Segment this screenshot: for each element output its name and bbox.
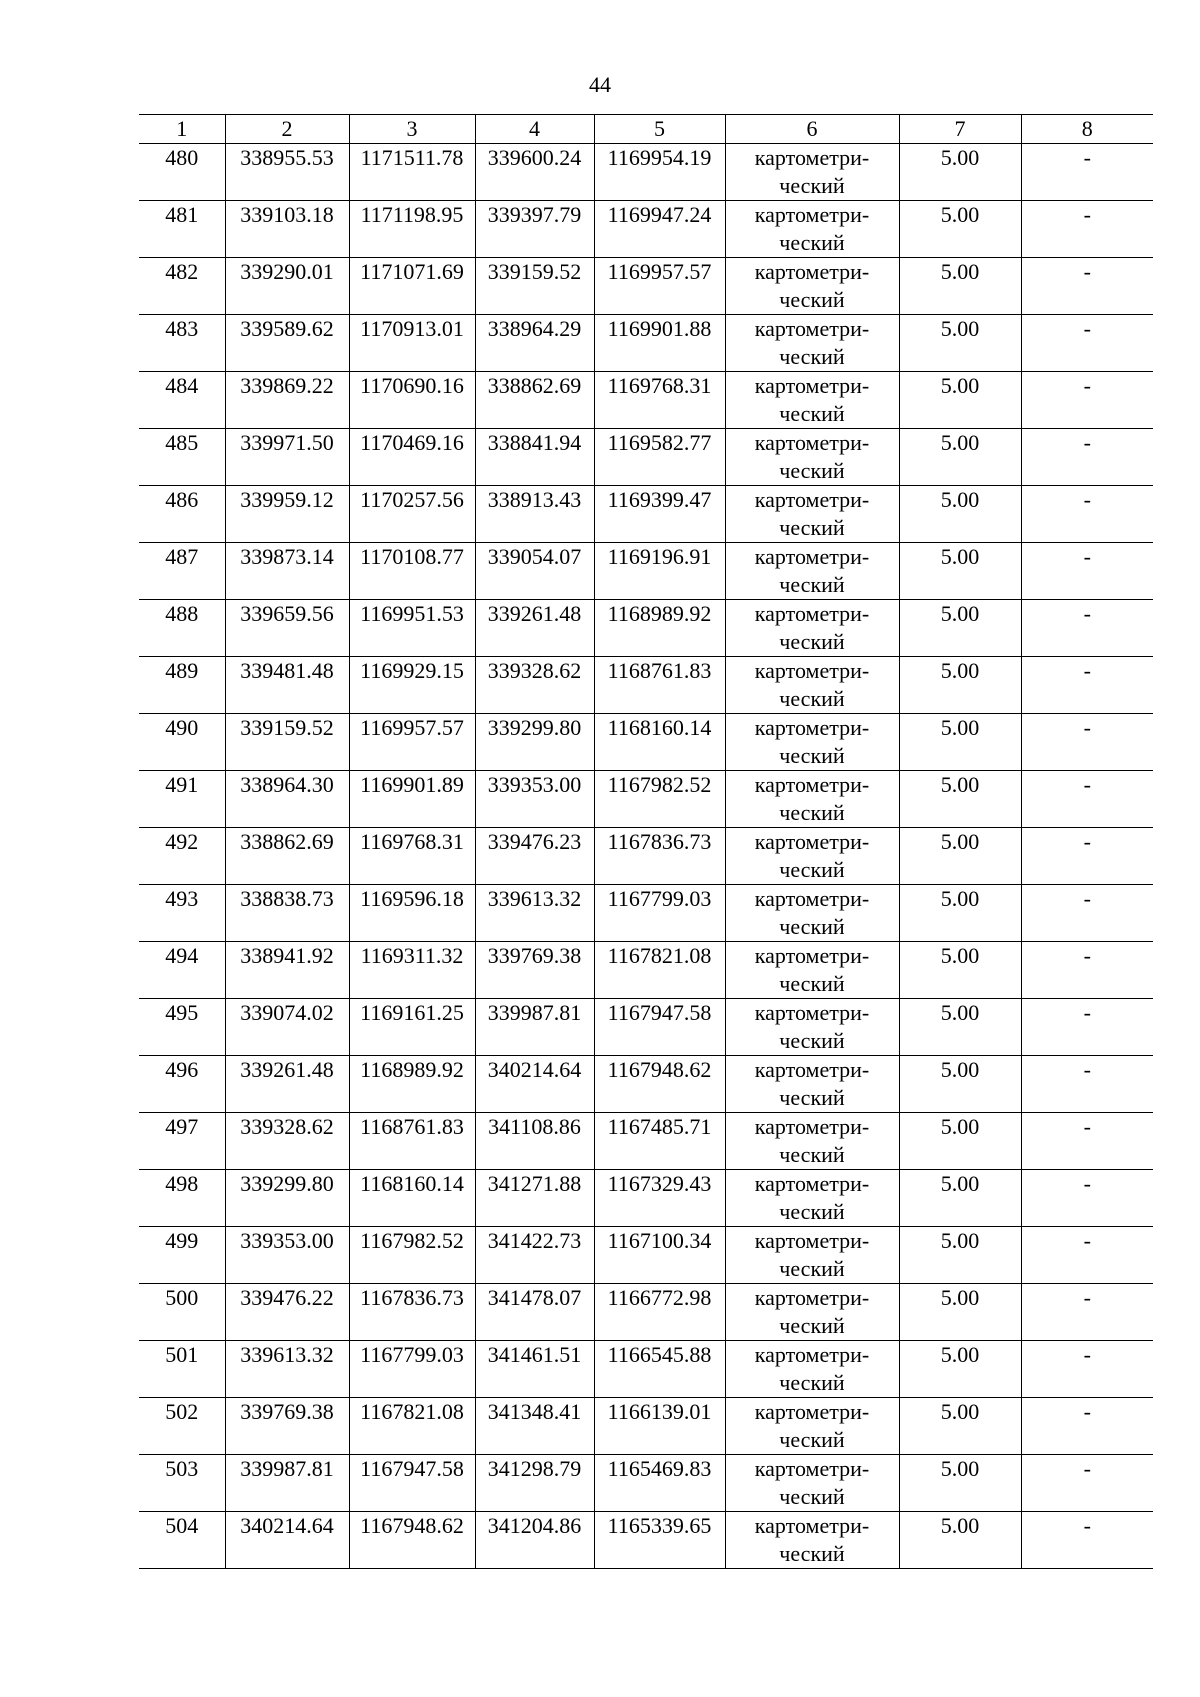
x-start-cell: 339769.38	[225, 1398, 349, 1455]
method-cell	[725, 372, 899, 429]
accuracy-cell: 5.00	[899, 885, 1021, 942]
method-text-line-2: ческий	[779, 857, 845, 882]
x-end-cell: 339613.32	[475, 885, 594, 942]
x-start-cell: 338941.92	[225, 942, 349, 999]
note-cell: -	[1021, 543, 1153, 600]
x-end-cell: 338862.69	[475, 372, 594, 429]
point-number-cell: 486	[139, 486, 225, 543]
method-cell	[725, 144, 899, 201]
x-start-cell: 338838.73	[225, 885, 349, 942]
point-number-cell: 499	[139, 1227, 225, 1284]
x-start-cell: 339299.80	[225, 1170, 349, 1227]
point-number-cell: 501	[139, 1341, 225, 1398]
x-start-cell: 339659.56	[225, 600, 349, 657]
y-start-cell: 1169929.15	[349, 657, 475, 714]
table-row	[139, 258, 1153, 315]
method-text-line-2: ческий	[779, 1085, 845, 1110]
note-cell: -	[1021, 144, 1153, 201]
method-cell	[725, 999, 899, 1056]
method-text-line-1: картометри-	[754, 259, 870, 284]
method-cell	[725, 1455, 899, 1512]
y-start-cell: 1167836.73	[349, 1284, 475, 1341]
x-start-cell: 338964.30	[225, 771, 349, 828]
note-cell: -	[1021, 714, 1153, 771]
y-start-cell: 1171198.95	[349, 201, 475, 258]
method-text-line-2: ческий	[779, 1256, 845, 1281]
point-number-cell: 485	[139, 429, 225, 486]
method-text-line-2: ческий	[779, 173, 845, 198]
accuracy-cell: 5.00	[899, 543, 1021, 600]
table-row	[139, 1398, 1153, 1455]
table-row	[139, 657, 1153, 714]
accuracy-cell: 5.00	[899, 942, 1021, 999]
x-end-cell: 339328.62	[475, 657, 594, 714]
method-text-line-2: ческий	[779, 1484, 845, 1509]
table-row	[139, 201, 1153, 258]
accuracy-cell: 5.00	[899, 201, 1021, 258]
x-start-cell: 339328.62	[225, 1113, 349, 1170]
method-text-line-2: ческий	[779, 971, 845, 996]
point-number-cell: 497	[139, 1113, 225, 1170]
x-end-cell: 338913.43	[475, 486, 594, 543]
column-header: 6	[725, 115, 899, 144]
method-cell	[725, 657, 899, 714]
note-cell: -	[1021, 1455, 1153, 1512]
method-cell	[725, 1341, 899, 1398]
method-cell	[725, 1512, 899, 1569]
x-start-cell: 339481.48	[225, 657, 349, 714]
y-end-cell: 1167799.03	[594, 885, 725, 942]
point-number-cell: 481	[139, 201, 225, 258]
method-text-line-2: ческий	[779, 344, 845, 369]
method-text-line-1: картометри-	[754, 1057, 870, 1082]
note-cell: -	[1021, 201, 1153, 258]
x-start-cell: 339613.32	[225, 1341, 349, 1398]
method-text-line-1: картометри-	[754, 1456, 870, 1481]
y-start-cell: 1169161.25	[349, 999, 475, 1056]
point-number-cell: 490	[139, 714, 225, 771]
table-row	[139, 543, 1153, 600]
point-number-cell: 504	[139, 1512, 225, 1569]
method-text-line-2: ческий	[779, 458, 845, 483]
y-start-cell: 1169957.57	[349, 714, 475, 771]
x-end-cell: 339261.48	[475, 600, 594, 657]
y-end-cell: 1167948.62	[594, 1056, 725, 1113]
method-text-line-1: картометри-	[754, 316, 870, 341]
method-text-line-1: картометри-	[754, 430, 870, 455]
column-header: 8	[1021, 115, 1153, 144]
method-text-line-2: ческий	[779, 629, 845, 654]
note-cell: -	[1021, 600, 1153, 657]
point-number-cell: 482	[139, 258, 225, 315]
y-start-cell: 1168989.92	[349, 1056, 475, 1113]
y-end-cell: 1169399.47	[594, 486, 725, 543]
table-row	[139, 1284, 1153, 1341]
point-number-cell: 503	[139, 1455, 225, 1512]
x-start-cell: 339589.62	[225, 315, 349, 372]
y-start-cell: 1167982.52	[349, 1227, 475, 1284]
method-text-line-1: картометри-	[754, 145, 870, 170]
x-end-cell: 341271.88	[475, 1170, 594, 1227]
accuracy-cell: 5.00	[899, 1398, 1021, 1455]
y-start-cell: 1170257.56	[349, 486, 475, 543]
y-start-cell: 1167947.58	[349, 1455, 475, 1512]
point-number-cell: 502	[139, 1398, 225, 1455]
y-start-cell: 1171511.78	[349, 144, 475, 201]
point-number-cell: 495	[139, 999, 225, 1056]
x-start-cell: 339971.50	[225, 429, 349, 486]
table-row	[139, 1341, 1153, 1398]
point-number-cell: 496	[139, 1056, 225, 1113]
method-text-line-1: картометри-	[754, 772, 870, 797]
x-end-cell: 339769.38	[475, 942, 594, 999]
x-end-cell: 338964.29	[475, 315, 594, 372]
method-text-line-1: картометри-	[754, 601, 870, 626]
coordinates-table	[139, 114, 1153, 1569]
x-end-cell: 341478.07	[475, 1284, 594, 1341]
y-start-cell: 1168160.14	[349, 1170, 475, 1227]
x-end-cell: 341422.73	[475, 1227, 594, 1284]
method-cell	[725, 429, 899, 486]
x-end-cell: 339299.80	[475, 714, 594, 771]
note-cell: -	[1021, 1512, 1153, 1569]
accuracy-cell: 5.00	[899, 1170, 1021, 1227]
method-cell	[725, 1113, 899, 1170]
accuracy-cell: 5.00	[899, 657, 1021, 714]
x-end-cell: 339600.24	[475, 144, 594, 201]
point-number-cell: 494	[139, 942, 225, 999]
method-text-line-1: картометри-	[754, 1342, 870, 1367]
table-row	[139, 771, 1153, 828]
table-row	[139, 942, 1153, 999]
y-end-cell: 1169582.77	[594, 429, 725, 486]
note-cell: -	[1021, 258, 1153, 315]
column-header: 3	[349, 115, 475, 144]
method-text-line-2: ческий	[779, 1199, 845, 1224]
method-text-line-2: ческий	[779, 401, 845, 426]
y-end-cell: 1165339.65	[594, 1512, 725, 1569]
x-start-cell: 339476.22	[225, 1284, 349, 1341]
note-cell: -	[1021, 486, 1153, 543]
x-end-cell: 341348.41	[475, 1398, 594, 1455]
y-end-cell: 1166545.88	[594, 1341, 725, 1398]
x-start-cell: 339353.00	[225, 1227, 349, 1284]
y-end-cell: 1168761.83	[594, 657, 725, 714]
method-text-line-1: картометри-	[754, 487, 870, 512]
method-cell	[725, 885, 899, 942]
y-end-cell: 1168989.92	[594, 600, 725, 657]
x-start-cell: 340214.64	[225, 1512, 349, 1569]
note-cell: -	[1021, 828, 1153, 885]
x-end-cell: 339054.07	[475, 543, 594, 600]
y-end-cell: 1166772.98	[594, 1284, 725, 1341]
method-cell	[725, 600, 899, 657]
method-text-line-2: ческий	[779, 686, 845, 711]
table-row	[139, 1227, 1153, 1284]
method-text-line-2: ческий	[779, 1541, 845, 1566]
x-start-cell: 339103.18	[225, 201, 349, 258]
point-number-cell: 487	[139, 543, 225, 600]
y-end-cell: 1165469.83	[594, 1455, 725, 1512]
x-end-cell: 339987.81	[475, 999, 594, 1056]
method-text-line-2: ческий	[779, 743, 845, 768]
method-text-line-2: ческий	[779, 515, 845, 540]
point-number-cell: 488	[139, 600, 225, 657]
table-row	[139, 1170, 1153, 1227]
accuracy-cell: 5.00	[899, 1113, 1021, 1170]
method-text-line-2: ческий	[779, 800, 845, 825]
y-end-cell: 1169947.24	[594, 201, 725, 258]
column-header: 2	[225, 115, 349, 144]
y-start-cell: 1167821.08	[349, 1398, 475, 1455]
x-start-cell: 339290.01	[225, 258, 349, 315]
method-text-line-1: картометри-	[754, 829, 870, 854]
method-text-line-1: картометри-	[754, 544, 870, 569]
accuracy-cell: 5.00	[899, 1455, 1021, 1512]
x-end-cell: 339397.79	[475, 201, 594, 258]
method-cell	[725, 1284, 899, 1341]
accuracy-cell: 5.00	[899, 429, 1021, 486]
table-row	[139, 999, 1153, 1056]
method-text-line-2: ческий	[779, 1313, 845, 1338]
accuracy-cell: 5.00	[899, 258, 1021, 315]
table-row	[139, 600, 1153, 657]
table-row	[139, 1056, 1153, 1113]
y-end-cell: 1167982.52	[594, 771, 725, 828]
point-number-cell: 498	[139, 1170, 225, 1227]
note-cell: -	[1021, 885, 1153, 942]
method-text-line-2: ческий	[779, 572, 845, 597]
x-start-cell: 338862.69	[225, 828, 349, 885]
column-header: 7	[899, 115, 1021, 144]
y-start-cell: 1169951.53	[349, 600, 475, 657]
y-end-cell: 1167947.58	[594, 999, 725, 1056]
note-cell: -	[1021, 999, 1153, 1056]
y-end-cell: 1169901.88	[594, 315, 725, 372]
method-text-line-1: картометри-	[754, 1171, 870, 1196]
y-end-cell: 1167100.34	[594, 1227, 725, 1284]
method-text-line-1: картометри-	[754, 202, 870, 227]
method-cell	[725, 714, 899, 771]
y-end-cell: 1167836.73	[594, 828, 725, 885]
method-cell	[725, 1227, 899, 1284]
x-start-cell: 339159.52	[225, 714, 349, 771]
x-end-cell: 339476.23	[475, 828, 594, 885]
note-cell: -	[1021, 942, 1153, 999]
method-text-line-1: картометри-	[754, 1513, 870, 1538]
y-start-cell: 1170913.01	[349, 315, 475, 372]
y-start-cell: 1167948.62	[349, 1512, 475, 1569]
y-end-cell: 1169954.19	[594, 144, 725, 201]
point-number-cell: 492	[139, 828, 225, 885]
method-cell	[725, 201, 899, 258]
x-start-cell: 339873.14	[225, 543, 349, 600]
note-cell: -	[1021, 1341, 1153, 1398]
point-number-cell: 491	[139, 771, 225, 828]
y-start-cell: 1169596.18	[349, 885, 475, 942]
table-row	[139, 429, 1153, 486]
y-start-cell: 1170690.16	[349, 372, 475, 429]
x-end-cell: 339159.52	[475, 258, 594, 315]
y-start-cell: 1171071.69	[349, 258, 475, 315]
y-end-cell: 1168160.14	[594, 714, 725, 771]
x-start-cell: 339074.02	[225, 999, 349, 1056]
x-start-cell: 339261.48	[225, 1056, 349, 1113]
x-end-cell: 340214.64	[475, 1056, 594, 1113]
column-header: 5	[594, 115, 725, 144]
y-end-cell: 1169196.91	[594, 543, 725, 600]
accuracy-cell: 5.00	[899, 1056, 1021, 1113]
method-text-line-1: картометри-	[754, 1228, 870, 1253]
x-end-cell: 341108.86	[475, 1113, 594, 1170]
y-end-cell: 1166139.01	[594, 1398, 725, 1455]
point-number-cell: 500	[139, 1284, 225, 1341]
method-text-line-2: ческий	[779, 1142, 845, 1167]
accuracy-cell: 5.00	[899, 315, 1021, 372]
point-number-cell: 480	[139, 144, 225, 201]
accuracy-cell: 5.00	[899, 714, 1021, 771]
y-start-cell: 1168761.83	[349, 1113, 475, 1170]
note-cell: -	[1021, 657, 1153, 714]
method-text-line-1: картометри-	[754, 715, 870, 740]
method-text-line-2: ческий	[779, 1028, 845, 1053]
y-start-cell: 1169311.32	[349, 942, 475, 999]
accuracy-cell: 5.00	[899, 828, 1021, 885]
table-row	[139, 486, 1153, 543]
x-end-cell: 338841.94	[475, 429, 594, 486]
table-row	[139, 1455, 1153, 1512]
table-row	[139, 1113, 1153, 1170]
column-header: 4	[475, 115, 594, 144]
page-number: 44	[589, 72, 611, 97]
x-end-cell: 339353.00	[475, 771, 594, 828]
method-cell	[725, 543, 899, 600]
note-cell: -	[1021, 1056, 1153, 1113]
method-text-line-2: ческий	[779, 230, 845, 255]
method-cell	[725, 771, 899, 828]
y-start-cell: 1170469.16	[349, 429, 475, 486]
method-text-line-2: ческий	[779, 1427, 845, 1452]
accuracy-cell: 5.00	[899, 999, 1021, 1056]
method-text-line-1: картометри-	[754, 943, 870, 968]
accuracy-cell: 5.00	[899, 1227, 1021, 1284]
point-number-cell: 483	[139, 315, 225, 372]
note-cell: -	[1021, 1170, 1153, 1227]
method-text-line-1: картометри-	[754, 886, 870, 911]
method-text-line-1: картометри-	[754, 373, 870, 398]
method-cell	[725, 258, 899, 315]
y-end-cell: 1169957.57	[594, 258, 725, 315]
point-number-cell: 484	[139, 372, 225, 429]
x-end-cell: 341298.79	[475, 1455, 594, 1512]
method-cell	[725, 1056, 899, 1113]
method-text-line-1: картометри-	[754, 1285, 870, 1310]
accuracy-cell: 5.00	[899, 1284, 1021, 1341]
accuracy-cell: 5.00	[899, 1341, 1021, 1398]
y-start-cell: 1169768.31	[349, 828, 475, 885]
table-row	[139, 714, 1153, 771]
y-end-cell: 1167821.08	[594, 942, 725, 999]
method-text-line-1: картометри-	[754, 1114, 870, 1139]
y-start-cell: 1169901.89	[349, 771, 475, 828]
method-text-line-2: ческий	[779, 287, 845, 312]
accuracy-cell: 5.00	[899, 1512, 1021, 1569]
accuracy-cell: 5.00	[899, 771, 1021, 828]
point-number-cell: 489	[139, 657, 225, 714]
y-end-cell: 1169768.31	[594, 372, 725, 429]
x-end-cell: 341204.86	[475, 1512, 594, 1569]
y-start-cell: 1170108.77	[349, 543, 475, 600]
x-start-cell: 339987.81	[225, 1455, 349, 1512]
x-end-cell: 341461.51	[475, 1341, 594, 1398]
accuracy-cell: 5.00	[899, 486, 1021, 543]
x-start-cell: 339959.12	[225, 486, 349, 543]
note-cell: -	[1021, 372, 1153, 429]
accuracy-cell: 5.00	[899, 600, 1021, 657]
table-row	[139, 885, 1153, 942]
x-start-cell: 339869.22	[225, 372, 349, 429]
accuracy-cell: 5.00	[899, 144, 1021, 201]
table-header-row	[139, 115, 1153, 144]
note-cell: -	[1021, 1284, 1153, 1341]
note-cell: -	[1021, 1113, 1153, 1170]
method-cell	[725, 486, 899, 543]
method-cell	[725, 1398, 899, 1455]
column-header: 1	[139, 115, 225, 144]
method-text-line-1: картометри-	[754, 1399, 870, 1424]
note-cell: -	[1021, 771, 1153, 828]
method-text-line-2: ческий	[779, 1370, 845, 1395]
table-body	[139, 115, 1153, 1569]
method-cell	[725, 942, 899, 999]
method-text-line-2: ческий	[779, 914, 845, 939]
y-end-cell: 1167329.43	[594, 1170, 725, 1227]
note-cell: -	[1021, 429, 1153, 486]
note-cell: -	[1021, 1227, 1153, 1284]
method-cell	[725, 315, 899, 372]
y-start-cell: 1167799.03	[349, 1341, 475, 1398]
method-text-line-1: картометри-	[754, 658, 870, 683]
note-cell: -	[1021, 315, 1153, 372]
method-cell	[725, 1170, 899, 1227]
y-end-cell: 1167485.71	[594, 1113, 725, 1170]
note-cell: -	[1021, 1398, 1153, 1455]
method-cell	[725, 828, 899, 885]
table-row	[139, 144, 1153, 201]
point-number-cell: 493	[139, 885, 225, 942]
method-text-line-1: картометри-	[754, 1000, 870, 1025]
table-row	[139, 315, 1153, 372]
x-start-cell: 338955.53	[225, 144, 349, 201]
table-row	[139, 372, 1153, 429]
table-row	[139, 828, 1153, 885]
table-row	[139, 1512, 1153, 1569]
accuracy-cell: 5.00	[899, 372, 1021, 429]
